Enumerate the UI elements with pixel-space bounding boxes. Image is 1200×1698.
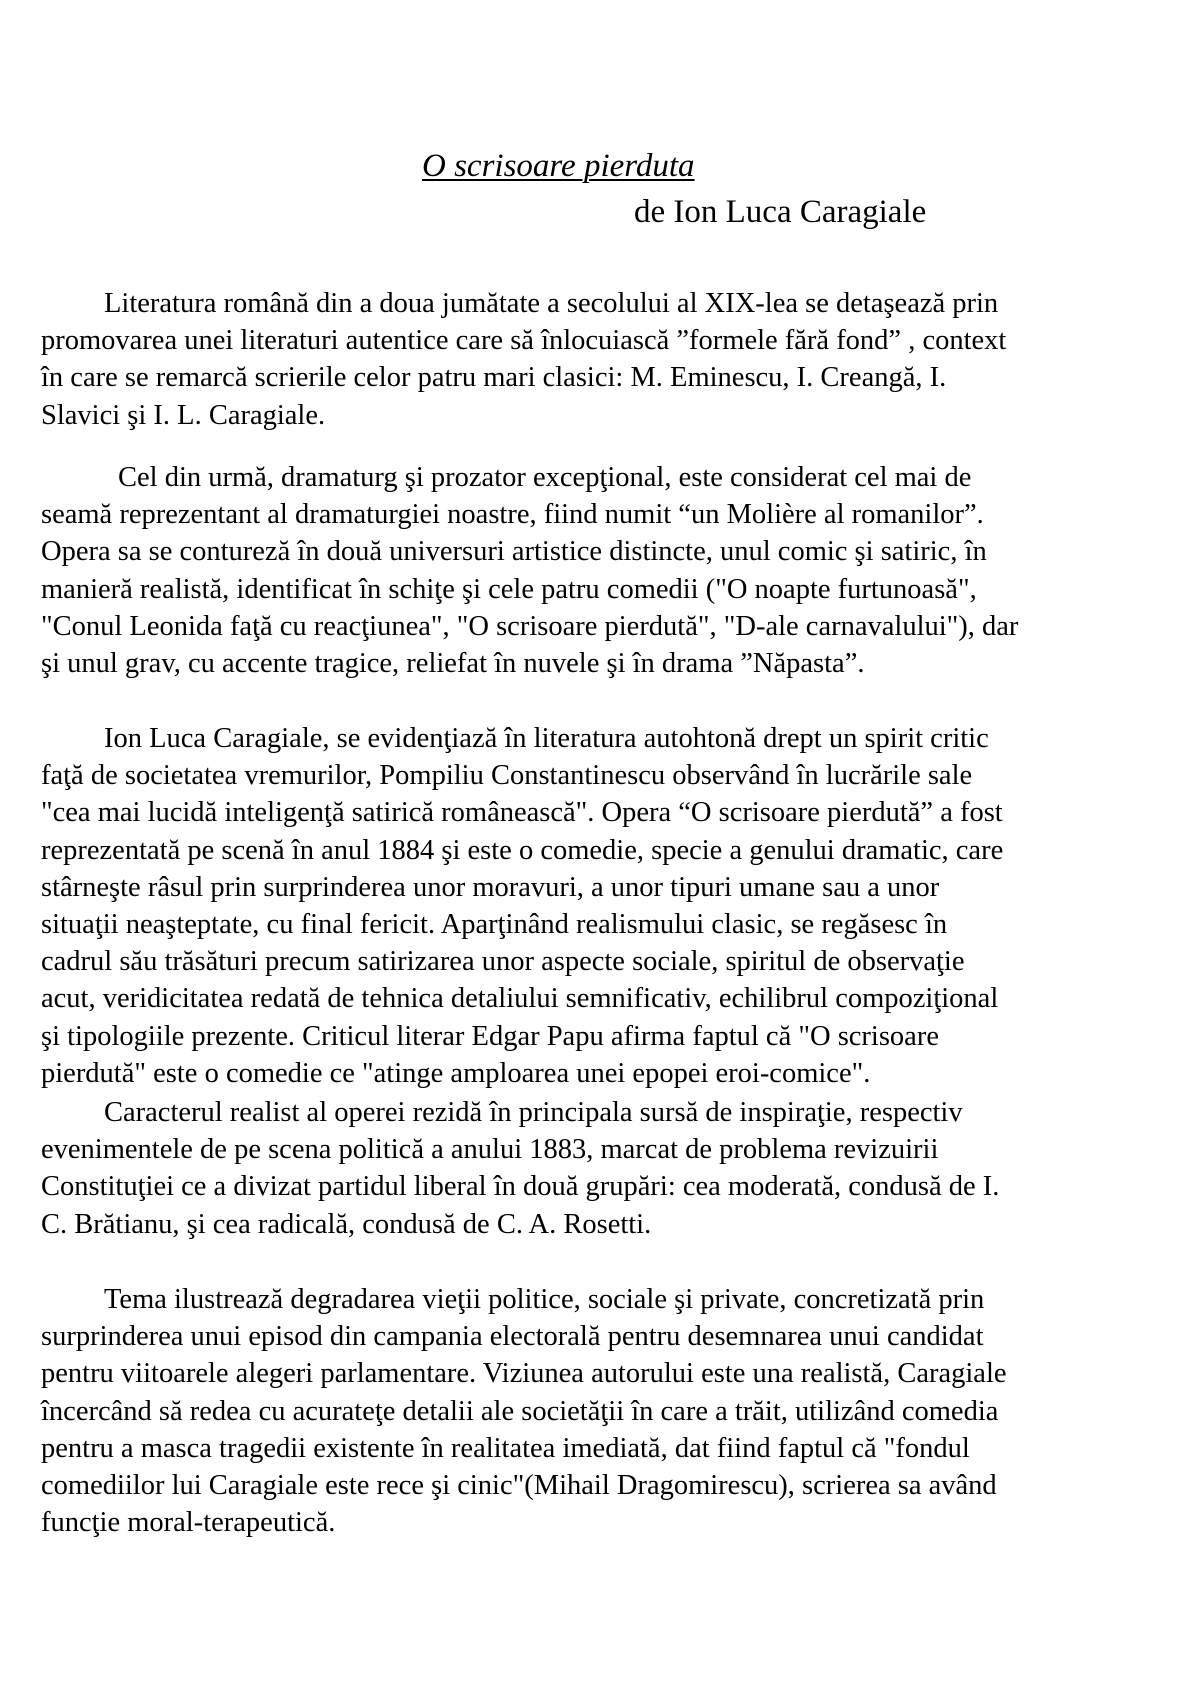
text-line: situaţii neaşteptate, cu final fericit. Aparţinând realismului clasic, se regăsesc în — [41, 909, 948, 941]
text-line: C. Brătianu, şi cea radicală, condusă de C. A. Rosetti. — [41, 1208, 652, 1240]
text-line: acut, veridicitatea redată de tehnica detaliului semnificativ, echilibrul compoziţional — [41, 983, 999, 1015]
paragraph-3 — [41, 720, 1171, 1092]
text-line: Tema ilustrează degradarea vieţii politice, sociale şi private, concretizată prin — [104, 1284, 985, 1315]
document-title: O scrisoare pierduta — [422, 148, 695, 184]
text-line: faţă de societatea vremurilor, Pompiliu Constantinescu observând în lucrările sale — [41, 760, 973, 792]
text-line: seamă reprezentant al dramaturgiei noastre, fiind numit “un Molière al romanilor”. — [41, 499, 984, 531]
text-line: şi unul grav, cu accente tragice, reliefat în nuvele şi în drama ”Năpasta”. — [41, 648, 865, 680]
text-line: evenimentele de pe scena politică a anului 1883, marcat de problema revizuirii — [41, 1134, 939, 1166]
text-line: încercând să redea cu acurateţe detalii ale societăţii în care a trăit, utilizând comedia — [41, 1395, 999, 1427]
text-line: Constituţiei ce a divizat partidul liberal în două grupări: cea moderată, condusă de I. — [41, 1171, 1000, 1203]
author-line: de Ion Luca Caragiale — [634, 194, 927, 230]
paragraph-5 — [41, 1281, 1171, 1541]
text-line: şi tipologiile prezente. Criticul literar Edgar Papu afirma faptul că "O scrisoare — [41, 1020, 939, 1052]
text-line: "cea mai lucidă inteligenţă satirică românească". Opera “O scrisoare pierdută” a fost — [41, 797, 1003, 829]
text-line: Caracterul realist al operei rezidă în principala sursă de inspiraţie, respectiv — [104, 1097, 963, 1128]
text-line: stârneşte râsul prin surprinderea unor moravuri, a unor tipuri umane sau a unor — [41, 871, 940, 903]
text-line: reprezentată pe scenă în anul 1884 şi este o comedie, specie a genului dramatic, care — [41, 834, 1004, 866]
text-line: pierdută" este o comedie ce "atinge amploarea unei epopei eroi-comice". — [41, 1057, 871, 1089]
text-line: în care se remarcă scrierile celor patru mari clasici: M. Eminescu, I. Creangă, I. — [41, 362, 947, 394]
text-line: cadrul său trăsături precum satirizarea unor aspecte sociale, spiritul de observaţie — [41, 946, 965, 978]
text-line: Cel din urmă, dramaturg şi prozator excepţional, este considerat cel mai de — [118, 462, 972, 493]
paragraph-4 — [41, 1094, 1171, 1243]
text-line: Ion Luca Caragiale, se evidenţiază în literatura autohtonă drept un spirit critic — [104, 723, 989, 754]
text-line: surprinderea unui episod din campania electorală pentru desemnarea unui candidat — [41, 1321, 984, 1353]
text-line: "Conul Leonida faţă cu reacţiunea", "O scrisoare pierdută", "D-ale carnavalului"), dar — [41, 610, 1019, 642]
paragraph-1 — [41, 285, 1171, 434]
text-line: pentru viitoarele alegeri parlamentare. Viziunea autorului este una realistă, Caragiale — [41, 1358, 1007, 1390]
text-line: Slavici şi I. L. Caragiale. — [41, 399, 326, 431]
text-line: comediilor lui Caragiale este rece şi cinic"(Mihail Dragomirescu), scrierea sa având — [41, 1470, 997, 1502]
paragraph-2 — [41, 459, 1171, 682]
text-line: funcţie moral-terapeutică. — [41, 1507, 336, 1539]
text-line: Opera sa se contureză în două universuri artistice distincte, unul comic şi satiric, în — [41, 536, 987, 568]
text-line: Literatura română din a doua jumătate a secolului al XIX-lea se detaşează prin — [104, 288, 999, 319]
text-line: promovarea unei literaturi autentice care să înlocuiască ”formele fără fond” , context — [41, 325, 1007, 357]
text-line: manieră realistă, identificat în schiţe şi cele patru comedii ("O noapte furtunoasă", — [41, 573, 977, 605]
text-line: pentru a masca tragedii existente în realitatea imediată, dat fiind faptul că "fondul — [41, 1432, 970, 1464]
